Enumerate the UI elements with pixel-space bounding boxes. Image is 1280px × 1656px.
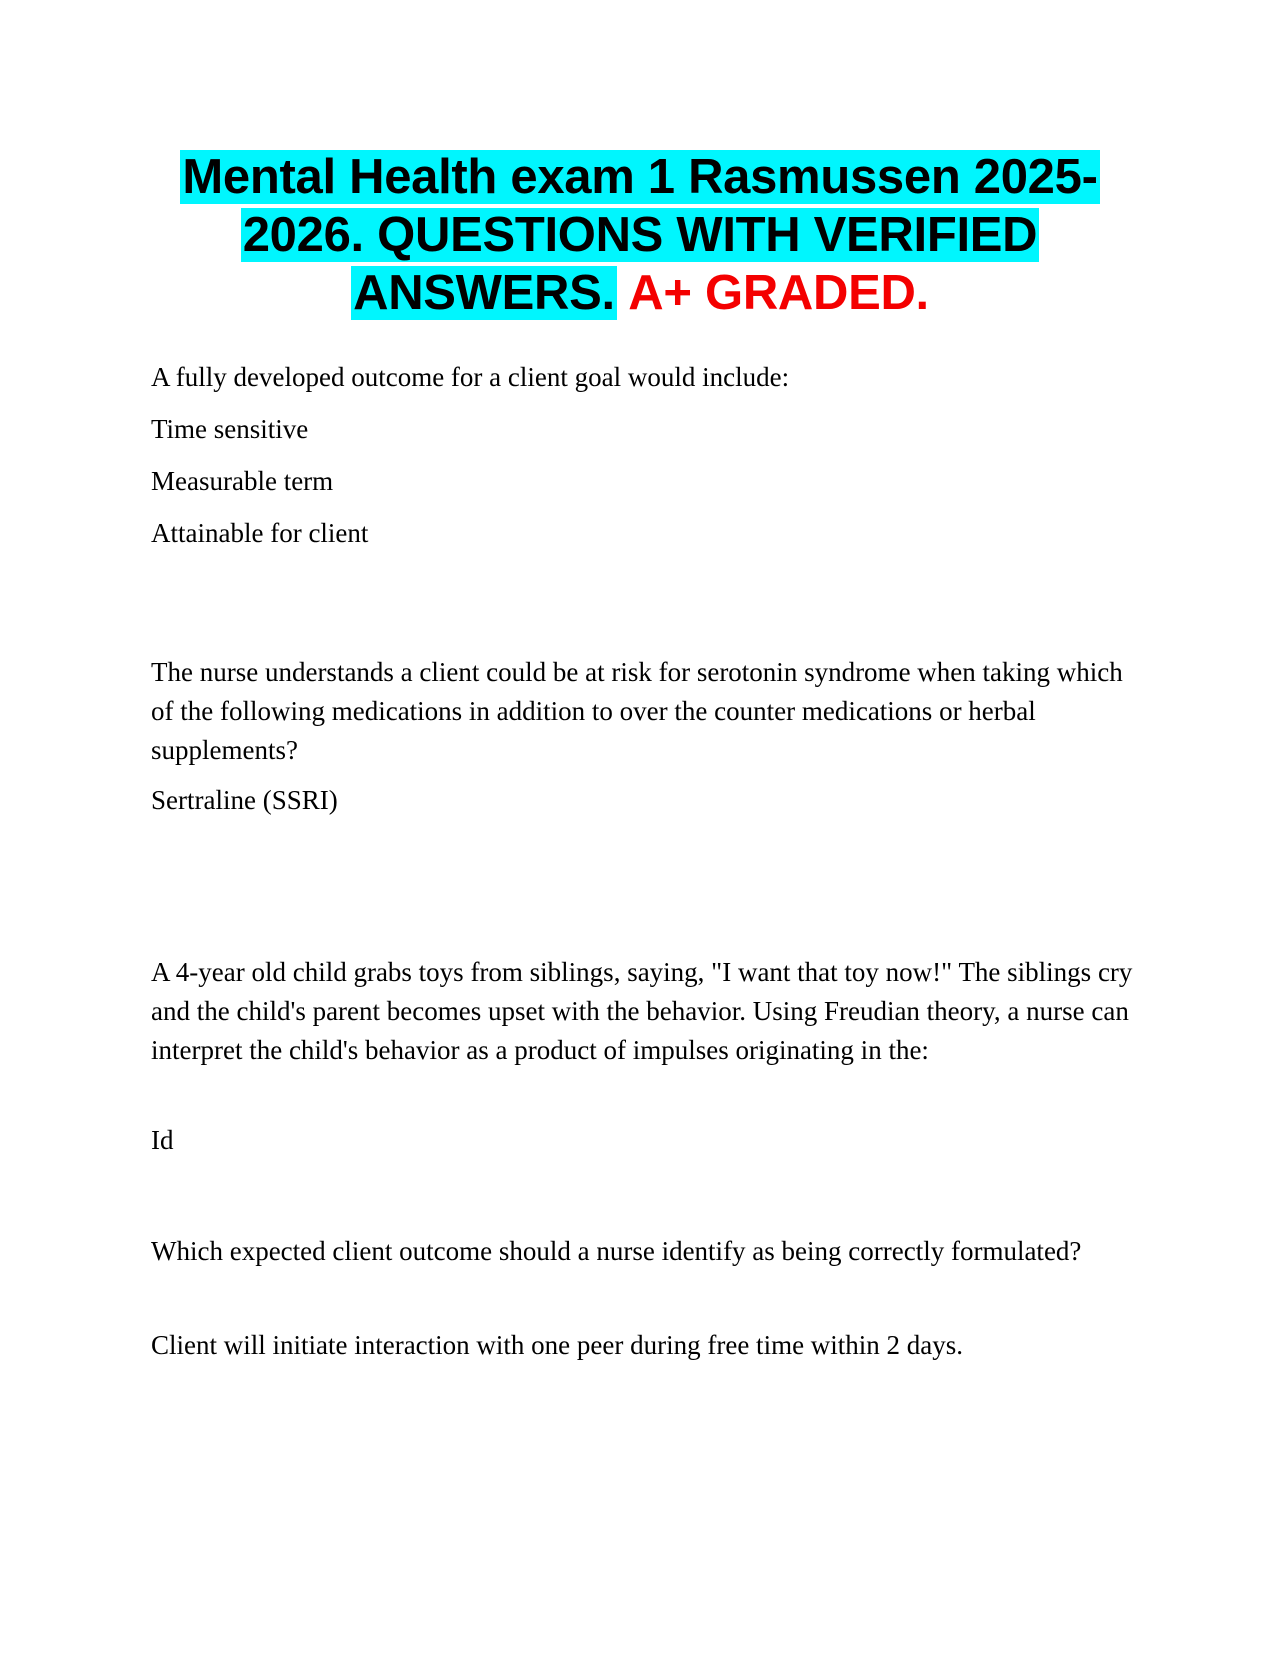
- title-grade-label: A+ GRADED.: [628, 266, 929, 320]
- document-title: [120, 148, 1160, 322]
- title-highlight-1: Mental Health exam 1 Rasmussen 2025-: [182, 150, 1098, 204]
- title-highlight-3: ANSWERS.: [353, 266, 615, 320]
- title-line-2: [120, 206, 1160, 264]
- answer-4-1: Client will initiate interaction with one peer during free time within 2 days.: [151, 1330, 964, 1360]
- question-1: A fully developed outcome for a client goal would include:: [151, 362, 790, 392]
- answer-1-3: Attainable for client: [151, 518, 369, 548]
- answer-3-1: Id: [151, 1125, 174, 1155]
- question-2: The nurse understands a client could be at risk for serotonin syndrome when taking which of the following medications in addition to over the counter medications or herbal supplements?: [151, 657, 1123, 765]
- answer-1-2: Measurable term: [151, 466, 334, 496]
- question-3: A 4-year old child grabs toys from siblings, saying, "I want that toy now!" The siblings cry and the child's parent becomes upset with the behavior. Using Freudian theory, a nurse can interpret the child's behavior as a product of impulses originating in the:: [151, 957, 1133, 1065]
- title-line-3: [120, 264, 1160, 322]
- answer-2-1: Sertraline (SSRI): [151, 785, 338, 815]
- question-4: Which expected client outcome should a nurse identify as being correctly formulated?: [151, 1236, 1082, 1266]
- title-line-1: [120, 148, 1160, 206]
- title-highlight-2: 2026. QUESTIONS WITH VERIFIED: [242, 208, 1038, 262]
- answer-1-1: Time sensitive: [151, 414, 309, 444]
